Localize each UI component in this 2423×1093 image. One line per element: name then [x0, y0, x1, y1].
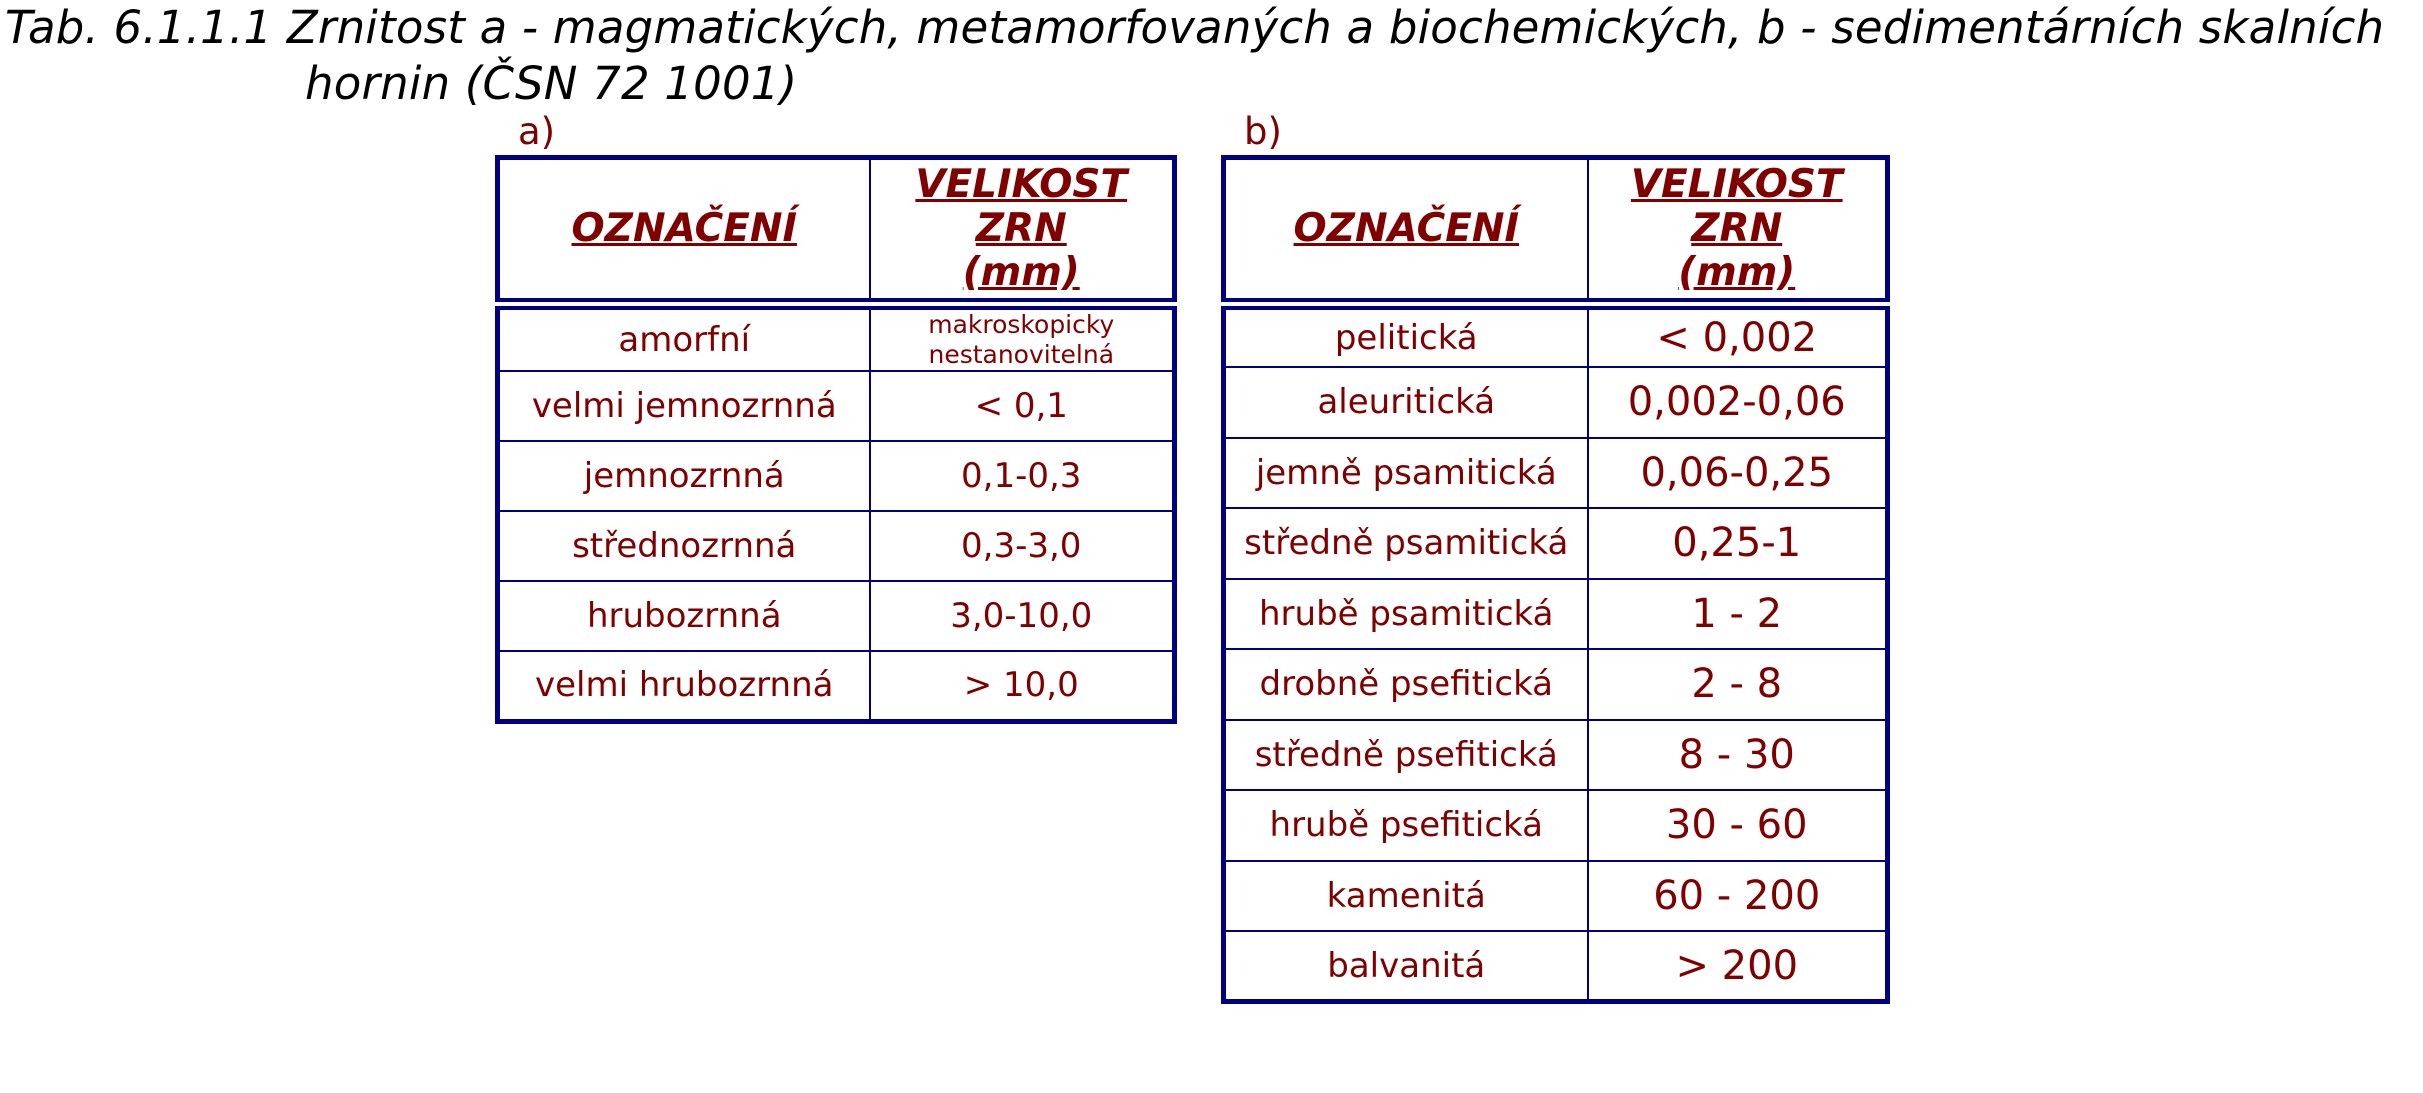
table-row [498, 441, 1175, 511]
grain-size-line: makroskopicky [928, 310, 1115, 339]
table-row [1224, 790, 1888, 861]
table-caption [5, 0, 2423, 112]
grain-name-cell: středně psefitická [1224, 720, 1588, 791]
table-a-header-row [498, 158, 1175, 305]
table-b-header-size-line: (mm) [1678, 250, 1796, 295]
grain-size-cell: 30 - 60 [1588, 790, 1888, 861]
caption-line-1: Tab. 6.1.1.1 Zrnitost a - magmatických, metamorfovaných a biochemických, b - sedimentárních skalních [5, 1, 2385, 54]
grain-name-cell: velmi jemnozrnná [498, 371, 870, 441]
table-row [1224, 579, 1888, 650]
table-row [1224, 304, 1888, 367]
table-row [1224, 931, 1888, 1002]
grain-name-cell: středně psamitická [1224, 508, 1588, 579]
table-b-header-row [1224, 158, 1888, 305]
grain-name-cell: střednozrnná [498, 511, 870, 581]
table-row [1224, 438, 1888, 509]
grain-size-cell: 0,1-0,3 [870, 441, 1175, 511]
grain-size-line: nestanovitelná [928, 340, 1115, 369]
table-a-header-size-line: VELIKOST [915, 162, 1128, 207]
table-a [495, 155, 1177, 724]
table-row [498, 304, 1175, 371]
grain-size-cell: < 0,002 [1588, 304, 1888, 367]
grain-size-cell: 0,25-1 [1588, 508, 1888, 579]
grain-name-cell: jemně psamitická [1224, 438, 1588, 509]
table-a-header-size [870, 158, 1175, 305]
grain-name-cell: kamenitá [1224, 861, 1588, 932]
table-a-header-size-line: ZRN [975, 206, 1067, 251]
table-row [498, 371, 1175, 441]
table-a-label: a) [518, 110, 556, 153]
table-b [1221, 155, 1890, 1004]
grain-size-cell: 0,06-0,25 [1588, 438, 1888, 509]
table-row [1224, 861, 1888, 932]
grain-size-cell [870, 304, 1175, 371]
grain-size-cell: > 200 [1588, 931, 1888, 1002]
grain-size-cell: < 0,1 [870, 371, 1175, 441]
grain-name-cell: balvanitá [1224, 931, 1588, 1002]
table-a-header-name: OZNAČENÍ [498, 158, 870, 305]
table-a-header-size-line: (mm) [962, 250, 1080, 295]
grain-name-cell: hrubě psefitická [1224, 790, 1588, 861]
grain-size-cell: > 10,0 [870, 651, 1175, 721]
table-row [1224, 508, 1888, 579]
table-row [1224, 367, 1888, 438]
grain-name-cell: pelitická [1224, 304, 1588, 367]
table-b-label: b) [1244, 110, 1282, 153]
table-row [1224, 720, 1888, 791]
table-row [1224, 649, 1888, 720]
table-row [498, 651, 1175, 721]
grain-name-cell: drobně psefitická [1224, 649, 1588, 720]
table-b-header-name: OZNAČENÍ [1224, 158, 1588, 305]
table-row [498, 581, 1175, 651]
grain-name-cell: jemnozrnná [498, 441, 870, 511]
table-b-header-size [1588, 158, 1888, 305]
grain-name-cell: aleuritická [1224, 367, 1588, 438]
grain-name-cell: amorfní [498, 304, 870, 371]
grain-size-cell: 0,3-3,0 [870, 511, 1175, 581]
grain-size-cell: 8 - 30 [1588, 720, 1888, 791]
grain-size-cell: 0,002-0,06 [1588, 367, 1888, 438]
table-b-header-size-line: ZRN [1691, 206, 1783, 251]
grain-name-cell: hrubě psamitická [1224, 579, 1588, 650]
grain-size-cell: 3,0-10,0 [870, 581, 1175, 651]
grain-size-cell: 60 - 200 [1588, 861, 1888, 932]
grain-name-cell: velmi hrubozrnná [498, 651, 870, 721]
caption-line-2: hornin (ČSN 72 1001) [305, 57, 798, 110]
grain-name-cell: hrubozrnná [498, 581, 870, 651]
table-b-header-size-line: VELIKOST [1630, 162, 1843, 207]
grain-size-cell: 2 - 8 [1588, 649, 1888, 720]
grain-size-cell: 1 - 2 [1588, 579, 1888, 650]
table-row [498, 511, 1175, 581]
